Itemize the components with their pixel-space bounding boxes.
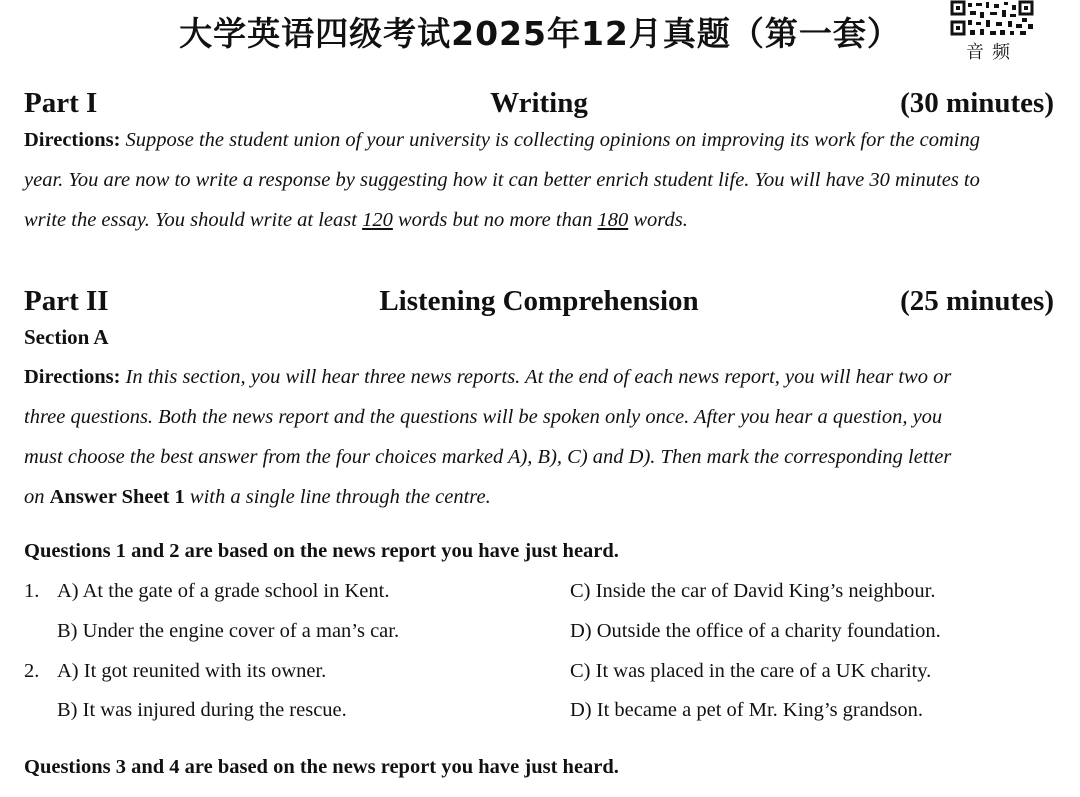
option-d[interactable]: D) Outside the office of a charity foundation. [570, 620, 941, 642]
qr-audio-label: 音频 [966, 42, 1018, 63]
part1-directions [24, 120, 1059, 240]
page-title: 大学英语四级考试2025年12月真题（第一套） [179, 14, 901, 53]
option-b[interactable]: B) Under the engine cover of a man’s car. [57, 620, 400, 642]
directions-label: Directions: [24, 129, 121, 151]
part2-time: (25 minutes) [900, 285, 1054, 317]
question-number: 1. [24, 580, 40, 602]
directions-text: with a single line through the centre. [184, 486, 491, 508]
max-words: 180 [597, 209, 629, 231]
directions-label: Directions: [24, 366, 121, 388]
part2-header [24, 285, 1054, 325]
option-d[interactable]: D) It became a pet of Mr. King’s grandson. [570, 699, 923, 721]
answer-sheet-label: Answer Sheet 1 [49, 486, 185, 508]
qr-code-icon[interactable] [950, 0, 1036, 38]
question-number: 2. [24, 660, 40, 682]
option-c[interactable]: C) Inside the car of David King’s neighbour. [570, 580, 936, 602]
question-group-heading: Questions 3 and 4 are based on the news report you have just heard. [24, 756, 619, 778]
option-a[interactable]: A) It got reunited with its owner. [57, 660, 327, 682]
directions-text: year. You are now to write a response by suggesting how it can better enrich student life. You will have 30 minutes to [24, 169, 980, 191]
part1-time: (30 minutes) [900, 87, 1054, 119]
option-a[interactable]: A) At the gate of a grade school in Kent. [57, 580, 390, 602]
section-a-label: Section A [24, 325, 109, 349]
directions-text: words. [628, 209, 688, 231]
part2-name: Listening Comprehension [379, 285, 699, 317]
directions-text: Suppose the student union of your university is collecting opinions on improving its work for the coming [125, 129, 980, 151]
question-group-heading: Questions 1 and 2 are based on the news report you have just heard. [24, 540, 619, 562]
directions-text: three questions. Both the news report and the questions will be spoken only once. After you hear a question, you [24, 406, 943, 428]
part2-directions [24, 357, 1059, 517]
min-words: 120 [362, 209, 393, 231]
directions-text: words but no more than [392, 209, 598, 231]
directions-text: In this section, you will hear three news reports. At the end of each news report, you will hear two or [125, 366, 952, 388]
part1-label: Part I [24, 87, 98, 119]
directions-text: on [24, 486, 50, 508]
option-c[interactable]: C) It was placed in the care of a UK charity. [570, 660, 932, 682]
part2-label: Part II [24, 285, 109, 317]
option-b[interactable]: B) It was injured during the rescue. [57, 699, 347, 721]
directions-text: write the essay. You should write at least [24, 209, 363, 231]
part1-name: Writing [490, 87, 588, 119]
directions-text: must choose the best answer from the four choices marked A), B), C) and D). Then mark the corresponding letter [24, 446, 952, 468]
